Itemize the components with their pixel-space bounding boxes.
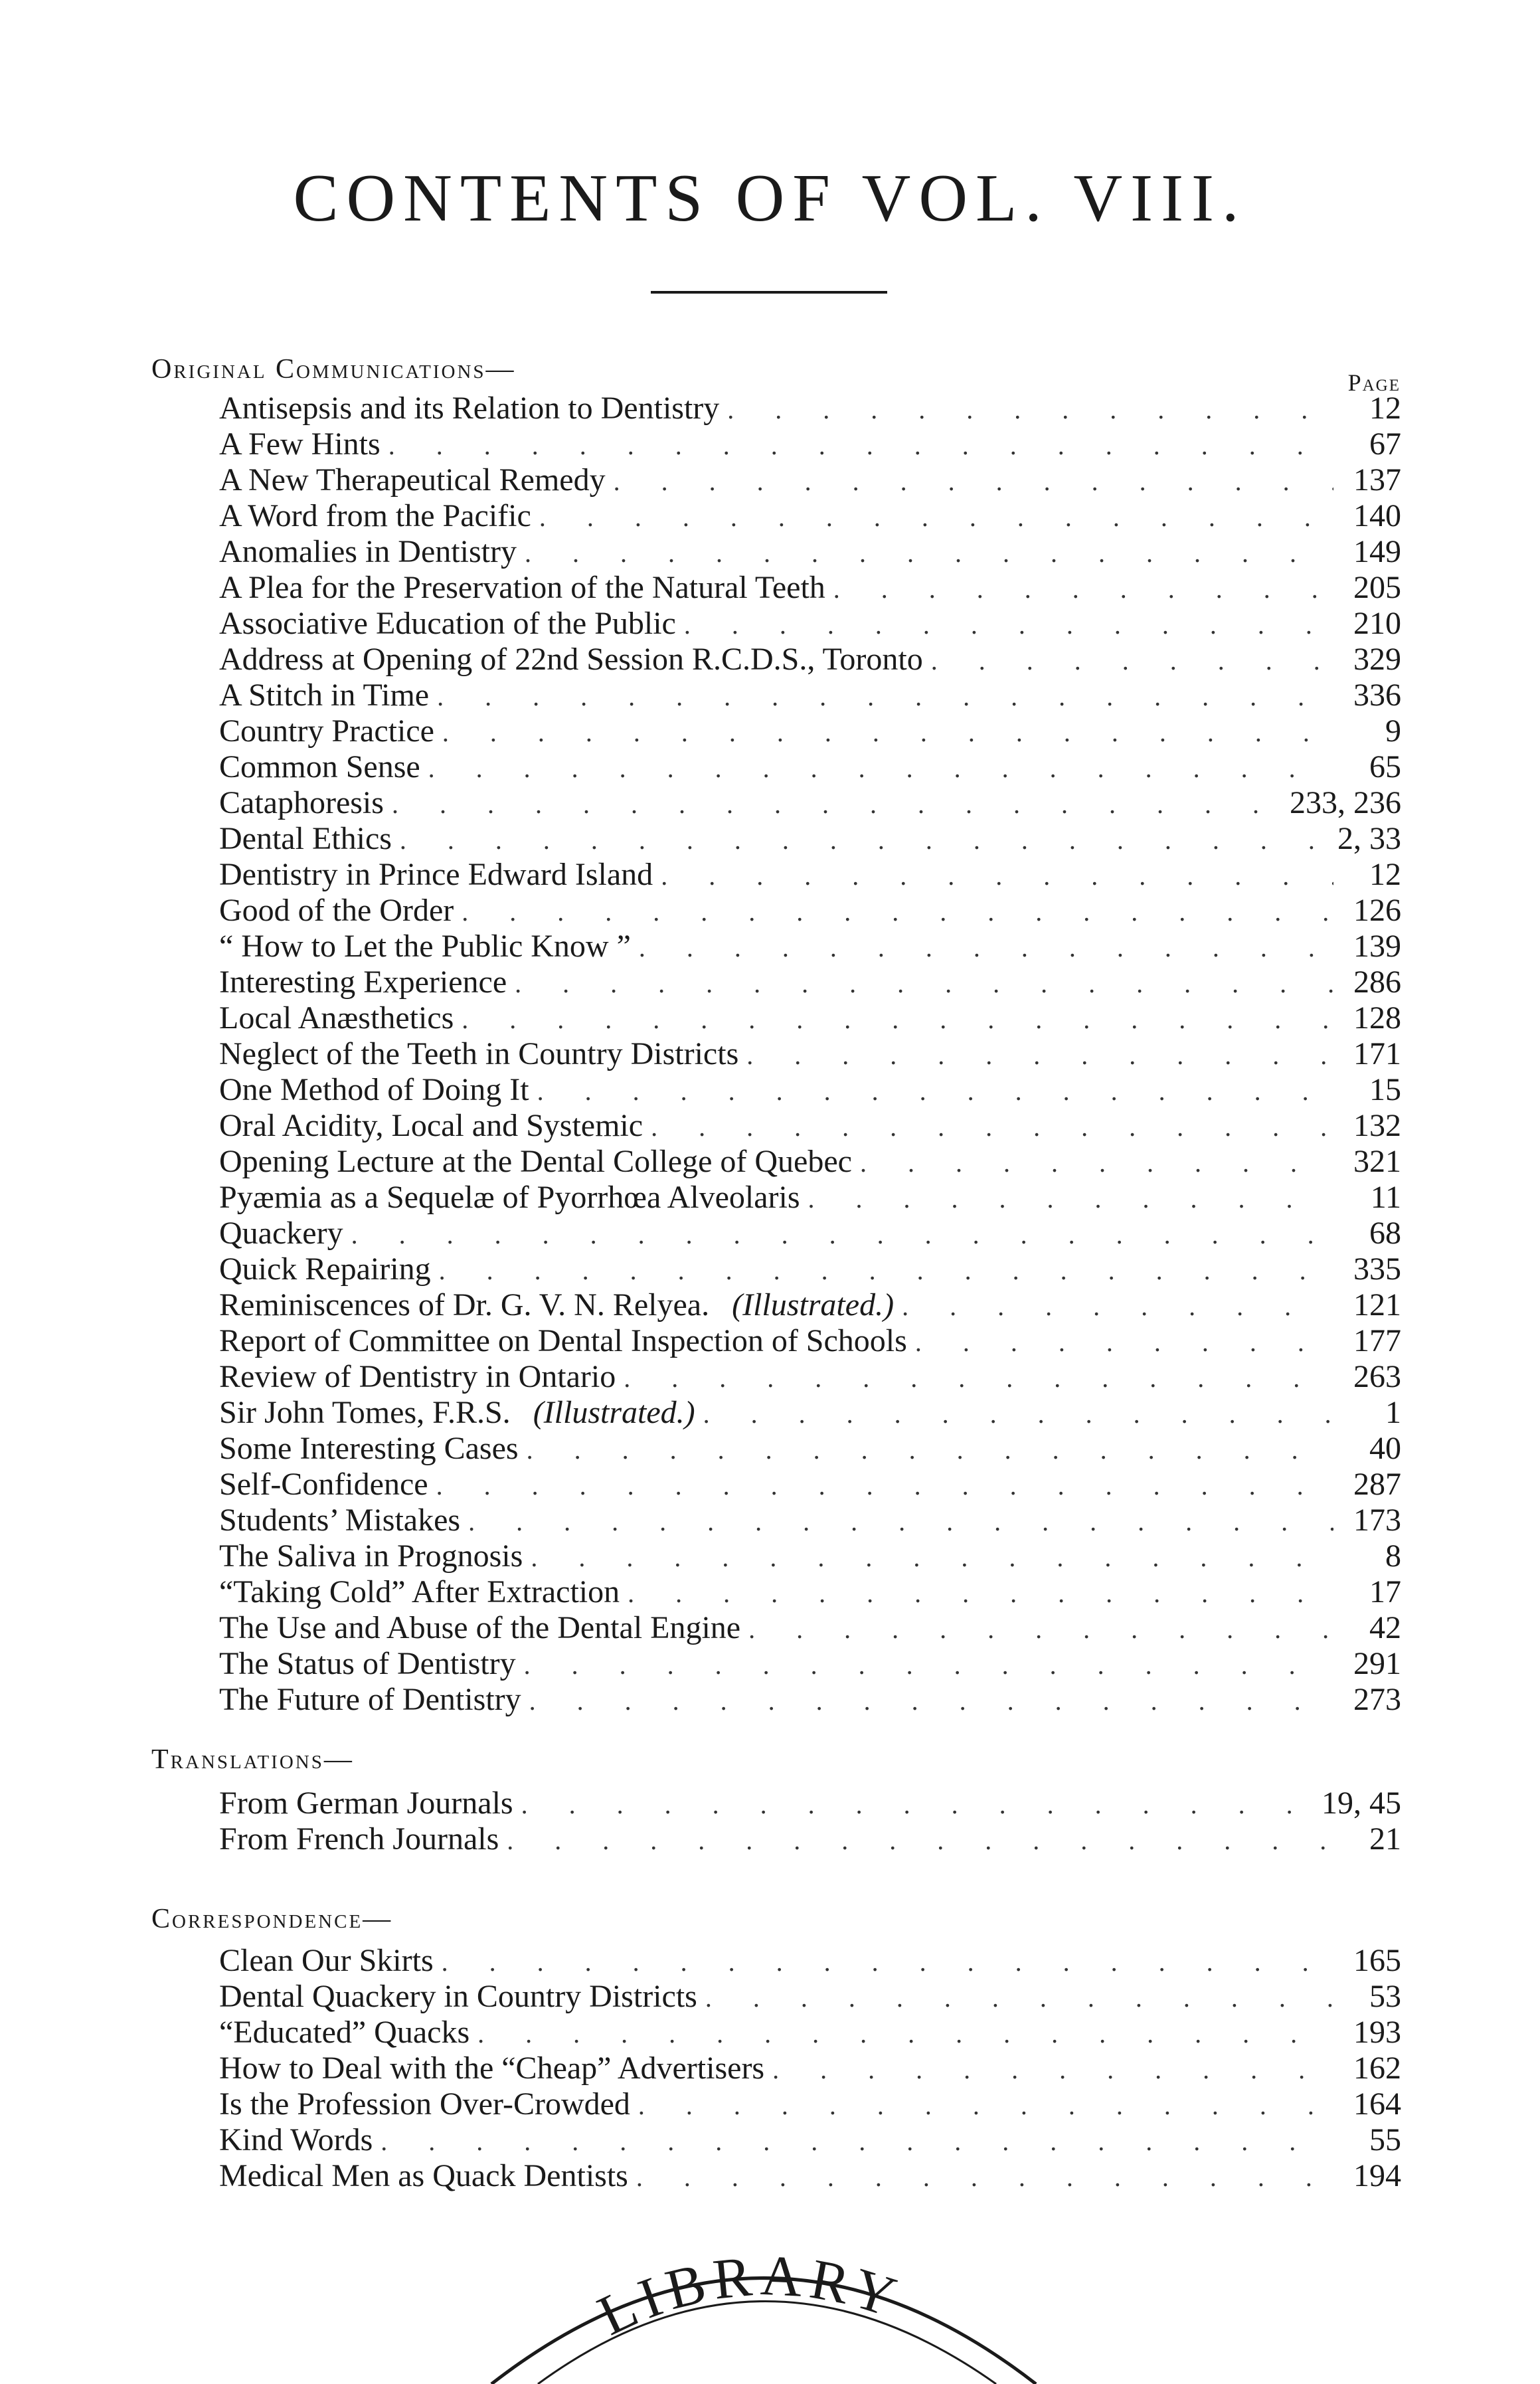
toc-entry	[219, 1786, 1401, 1821]
entry-page-number: 291	[1353, 1646, 1401, 1681]
entry-page-number: 171	[1353, 1036, 1401, 1071]
leader-dots	[860, 1145, 1333, 1181]
toc-entry	[219, 534, 1401, 570]
toc-entry	[219, 893, 1401, 929]
entry-title	[219, 1574, 620, 1610]
entry-title-text: Review of Dentistry in Ontario	[219, 1359, 616, 1394]
entry-page-number: 164	[1353, 2086, 1401, 2122]
entry-title	[219, 2051, 764, 2086]
entry-title-text: The Future of Dentistry	[219, 1682, 521, 1717]
entry-title-text: “ How to Let the Public Know ”	[219, 929, 631, 964]
entry-title	[219, 1943, 434, 1979]
entry-title	[219, 2086, 630, 2122]
leader-dots	[639, 930, 1333, 966]
leader-dots	[703, 1396, 1333, 1432]
toc-entry	[219, 1180, 1401, 1216]
entry-title	[219, 821, 392, 857]
entry-title-text: Sir John Tomes, F.R.S.	[219, 1395, 511, 1430]
entry-page-number: 139	[1353, 929, 1401, 964]
entry-title-text: A New Therapeutical Remedy	[219, 462, 606, 498]
leader-dots	[442, 1944, 1333, 1980]
entry-title-text: The Use and Abuse of the Dental Engine	[219, 1610, 741, 1645]
entry-page-number: 194	[1353, 2158, 1401, 2193]
original-communications-list	[219, 391, 1401, 1718]
leader-dots	[931, 643, 1333, 679]
leader-dots	[638, 2088, 1333, 2124]
entry-title	[219, 462, 606, 498]
entry-title-text: A Word from the Pacific	[219, 498, 531, 533]
leader-dots	[515, 966, 1333, 1002]
leader-dots	[684, 607, 1333, 643]
entry-page-number: 1	[1385, 1395, 1401, 1430]
leader-dots	[628, 1576, 1333, 1611]
toc-entry	[219, 570, 1401, 606]
toc-entry	[219, 678, 1401, 713]
entry-title	[219, 1538, 523, 1574]
entry-title	[219, 1503, 460, 1538]
entry-page-number: 53	[1369, 1979, 1401, 2014]
entry-page-number: 128	[1353, 1000, 1401, 1036]
entry-title	[219, 1786, 513, 1821]
entry-title-text: Local Anæsthetics	[219, 1000, 454, 1036]
entry-title-text: Oral Acidity, Local and Systemic	[219, 1108, 643, 1143]
entry-title	[219, 1036, 738, 1072]
stamp-text: LIBRARY	[588, 2243, 910, 2347]
entry-page-number: 15	[1369, 1072, 1401, 1107]
entry-page-number: 193	[1353, 2015, 1401, 2050]
leader-dots	[624, 1360, 1333, 1396]
toc-entry	[219, 929, 1401, 964]
entry-title-text: A Stitch in Time	[219, 678, 430, 713]
section-heading-correspondence: Correspondence—	[151, 1904, 393, 1934]
entry-page-number: 68	[1369, 1216, 1401, 1251]
entry-title	[219, 1144, 852, 1180]
toc-entry	[219, 1359, 1401, 1395]
leader-dots	[529, 1683, 1333, 1719]
entry-title	[219, 713, 434, 749]
entry-title	[219, 498, 531, 534]
entry-page-number: 12	[1369, 857, 1401, 892]
toc-entry	[219, 1610, 1401, 1646]
entry-title	[219, 1072, 529, 1108]
toc-entry	[219, 462, 1401, 498]
entry-page-number: 335	[1353, 1251, 1401, 1287]
entry-title-text: Reminiscences of Dr. G. V. N. Relyea.	[219, 1287, 710, 1323]
leader-dots	[524, 1647, 1333, 1683]
entry-title-text: Neglect of the Teeth in Country Districts	[219, 1036, 739, 1071]
entry-page-number: 205	[1353, 570, 1401, 605]
entry-title-text: Antisepsis and its Relation to Dentistry	[219, 391, 720, 426]
entry-page-number: 65	[1369, 749, 1401, 784]
toc-entry	[219, 606, 1401, 642]
entry-title-text: Quackery	[219, 1216, 343, 1251]
leader-dots	[531, 1540, 1333, 1576]
entry-title	[219, 785, 384, 821]
entry-page-number: 162	[1353, 2051, 1401, 2086]
leader-dots	[525, 535, 1333, 571]
toc-entry	[219, 1646, 1401, 1682]
entry-title	[219, 2015, 470, 2051]
entry-title-text: A Few Hints	[219, 426, 381, 462]
entry-page-number: 40	[1369, 1431, 1401, 1466]
entry-title-text: Opening Lecture at the Dental College of Quebec	[219, 1144, 852, 1179]
leader-dots	[772, 2052, 1333, 2088]
entry-note: (Illustrated.)	[724, 1287, 895, 1323]
entry-page-number: 173	[1353, 1503, 1401, 1538]
entry-page-number: 2, 33	[1337, 821, 1401, 856]
entry-page-number: 140	[1353, 498, 1401, 533]
toc-entry	[219, 713, 1401, 749]
section-heading-translations: Translations—	[151, 1744, 354, 1775]
library-stamp	[465, 2185, 1063, 2384]
leader-dots	[392, 786, 1282, 822]
leader-dots	[539, 500, 1333, 535]
entry-title-text: From French Journals	[219, 1821, 499, 1857]
entry-page-number: 132	[1353, 1108, 1401, 1143]
entry-title	[219, 606, 676, 642]
entry-title-text: Dental Quackery in Country Districts	[219, 1979, 697, 2014]
toc-entry	[219, 1036, 1401, 1072]
toc-entry	[219, 964, 1401, 1000]
toc-entry	[219, 1943, 1401, 1979]
toc-entry	[219, 1821, 1401, 1857]
toc-entry	[219, 821, 1401, 857]
entry-title	[219, 678, 429, 713]
entry-title-text: “Taking Cold” After Extraction	[219, 1574, 620, 1609]
toc-entry	[219, 1395, 1401, 1431]
leader-dots	[748, 1611, 1333, 1647]
entry-page-number: 177	[1353, 1323, 1401, 1358]
entry-title-text: The Status of Dentistry	[219, 1646, 516, 1681]
entry-page-number: 263	[1353, 1359, 1401, 1394]
entry-page-number: 21	[1369, 1821, 1401, 1857]
entry-title	[219, 1682, 521, 1718]
entry-title	[219, 929, 631, 964]
entry-page-number: 67	[1369, 426, 1401, 462]
toc-entry	[219, 1979, 1401, 2015]
entry-title-text: How to Deal with the “Cheap” Advertisers	[219, 2051, 765, 2086]
entry-page-number: 321	[1353, 1144, 1401, 1179]
entry-title-text: From German Journals	[219, 1786, 513, 1821]
toc-entry	[219, 1574, 1401, 1610]
entry-title	[219, 1287, 894, 1323]
leader-dots	[727, 392, 1333, 428]
page-column-label: Page	[1347, 369, 1401, 396]
entry-title-text: Anomalies in Dentistry	[219, 534, 517, 569]
leader-dots	[746, 1038, 1333, 1073]
toc-entry	[219, 749, 1401, 785]
toc-entry	[219, 2086, 1401, 2122]
toc-entry	[219, 1503, 1401, 1538]
entry-title-text: Cataphoresis	[219, 785, 384, 820]
entry-page-number: 19, 45	[1322, 1786, 1401, 1821]
leader-dots	[439, 1253, 1333, 1289]
entry-title	[219, 1323, 907, 1359]
entry-title	[219, 1646, 516, 1682]
entry-title-text: “Educated” Quacks	[219, 2015, 470, 2050]
entry-title	[219, 964, 507, 1000]
section-heading-original-communications: Original Communications—	[151, 354, 516, 385]
entry-title-text: Dentistry in Prince Edward Island	[219, 857, 653, 892]
entry-title	[219, 893, 454, 929]
entry-page-number: 121	[1353, 1287, 1401, 1323]
entry-title	[219, 1000, 454, 1036]
leader-dots	[705, 1980, 1333, 2016]
entry-title-text: Some Interesting Cases	[219, 1431, 519, 1466]
entry-title-text: Country Practice	[219, 713, 434, 749]
page-title: CONTENTS OF VOL. VIII.	[293, 161, 1247, 236]
entry-title	[219, 2122, 373, 2158]
entry-page-number: 55	[1369, 2122, 1401, 2157]
leader-dots	[537, 1073, 1333, 1109]
entry-title-text: Kind Words	[219, 2122, 373, 2157]
toc-entry	[219, 391, 1401, 426]
entry-page-number: 286	[1353, 964, 1401, 1000]
toc-entry	[219, 857, 1401, 893]
entry-page-number: 336	[1353, 678, 1401, 713]
entry-page-number: 42	[1369, 1610, 1401, 1645]
entry-title	[219, 1431, 519, 1467]
entry-page-number: 8	[1385, 1538, 1401, 1574]
entry-page-number: 17	[1369, 1574, 1401, 1609]
toc-entry	[219, 1431, 1401, 1467]
entry-title	[219, 1610, 740, 1646]
leader-dots	[833, 571, 1333, 607]
entry-title-text: Associative Education of the Public	[219, 606, 676, 641]
leader-dots	[527, 1432, 1333, 1468]
entry-title	[219, 534, 517, 570]
leader-dots	[808, 1181, 1333, 1217]
leader-dots	[437, 679, 1333, 715]
entry-title	[219, 1821, 499, 1857]
correspondence-list	[219, 1943, 1401, 2194]
toc-entry	[219, 1144, 1401, 1180]
entry-title-text: A Plea for the Preservation of the Natural Teeth	[219, 570, 825, 605]
entry-page-number: 210	[1353, 606, 1401, 641]
leader-dots	[442, 715, 1333, 751]
entry-page-number: 273	[1353, 1682, 1401, 1717]
toc-entry	[219, 2015, 1401, 2051]
leader-dots	[381, 2124, 1333, 2159]
entry-title	[219, 1359, 616, 1395]
entry-page-number: 329	[1353, 642, 1401, 677]
entry-title-text: Address at Opening of 22nd Session R.C.D.S., Toronto	[219, 642, 923, 677]
entry-title	[219, 1979, 697, 2015]
entry-title	[219, 1180, 800, 1216]
entry-title	[219, 1108, 643, 1144]
leader-dots	[507, 1823, 1333, 1859]
entry-title-text: Interesting Experience	[219, 964, 507, 1000]
toc-entry	[219, 1000, 1401, 1036]
leader-dots	[400, 822, 1329, 858]
entry-title-text: Dental Ethics	[219, 821, 392, 856]
leader-dots	[651, 1109, 1333, 1145]
title-rule	[651, 291, 887, 294]
leader-dots	[661, 858, 1333, 894]
entry-title	[219, 1467, 428, 1503]
entry-title	[219, 642, 923, 678]
entry-title-text: The Saliva in Prognosis	[219, 1538, 523, 1574]
entry-title-text: One Method of Doing It	[219, 1072, 529, 1107]
leader-dots	[428, 751, 1333, 786]
entry-title-text: Clean Our Skirts	[219, 1943, 434, 1978]
toc-entry	[219, 1251, 1401, 1287]
entry-title	[219, 570, 825, 606]
toc-entry	[219, 1323, 1401, 1359]
entry-title-text: Students’ Mistakes	[219, 1503, 461, 1538]
entry-title-text: Self-Confidence	[219, 1467, 428, 1502]
toc-entry	[219, 785, 1401, 821]
entry-title-text: Is the Profession Over-Crowded	[219, 2086, 630, 2122]
entry-note: (Illustrated.)	[525, 1395, 695, 1430]
entry-title-text: Quick Repairing	[219, 1251, 431, 1287]
entry-page-number: 165	[1353, 1943, 1401, 1978]
leader-dots	[614, 464, 1333, 500]
entry-title	[219, 1251, 431, 1287]
toc-entry	[219, 1108, 1401, 1144]
entry-page-number: 12	[1369, 391, 1401, 426]
toc-entry	[219, 1287, 1401, 1323]
entry-page-number: 149	[1353, 534, 1401, 569]
entry-title	[219, 857, 653, 893]
leader-dots	[351, 1217, 1333, 1253]
leader-dots	[436, 1468, 1333, 1504]
entry-title	[219, 749, 420, 785]
translations-list	[219, 1786, 1401, 1857]
toc-entry	[219, 498, 1401, 534]
toc-entry	[219, 2122, 1401, 2158]
entry-page-number: 11	[1370, 1180, 1401, 1215]
entry-title	[219, 391, 719, 426]
leader-dots	[468, 1504, 1333, 1540]
toc-entry	[219, 642, 1401, 678]
entry-page-number: 287	[1353, 1467, 1401, 1502]
entry-title-text: Pyæmia as a Sequelæ of Pyorrhœa Alveolaris	[219, 1180, 800, 1215]
toc-entry	[219, 1467, 1401, 1503]
leader-dots	[915, 1325, 1333, 1360]
entry-title	[219, 426, 381, 462]
toc-entry	[219, 1682, 1401, 1718]
entry-title	[219, 1216, 343, 1251]
toc-entry	[219, 426, 1401, 462]
leader-dots	[521, 1787, 1314, 1823]
leader-dots	[902, 1289, 1333, 1325]
leader-dots	[462, 894, 1333, 930]
entry-page-number: 126	[1353, 893, 1401, 928]
toc-entry	[219, 1538, 1401, 1574]
leader-dots	[462, 1002, 1333, 1038]
entry-title-text: Medical Men as Quack Dentists	[219, 2158, 628, 2193]
leader-dots	[388, 428, 1333, 464]
toc-entry	[219, 1072, 1401, 1108]
entry-title-text: Report of Committee on Dental Inspection of Schools	[219, 1323, 907, 1358]
entry-page-number: 9	[1385, 713, 1401, 749]
toc-entry	[219, 1216, 1401, 1251]
entry-title	[219, 1395, 695, 1431]
leader-dots	[477, 2016, 1333, 2052]
entry-title-text: Good of the Order	[219, 893, 454, 928]
entry-title-text: Common Sense	[219, 749, 420, 784]
entry-page-number: 137	[1353, 462, 1401, 498]
toc-entry	[219, 2051, 1401, 2086]
entry-page-number: 233, 236	[1290, 785, 1401, 820]
